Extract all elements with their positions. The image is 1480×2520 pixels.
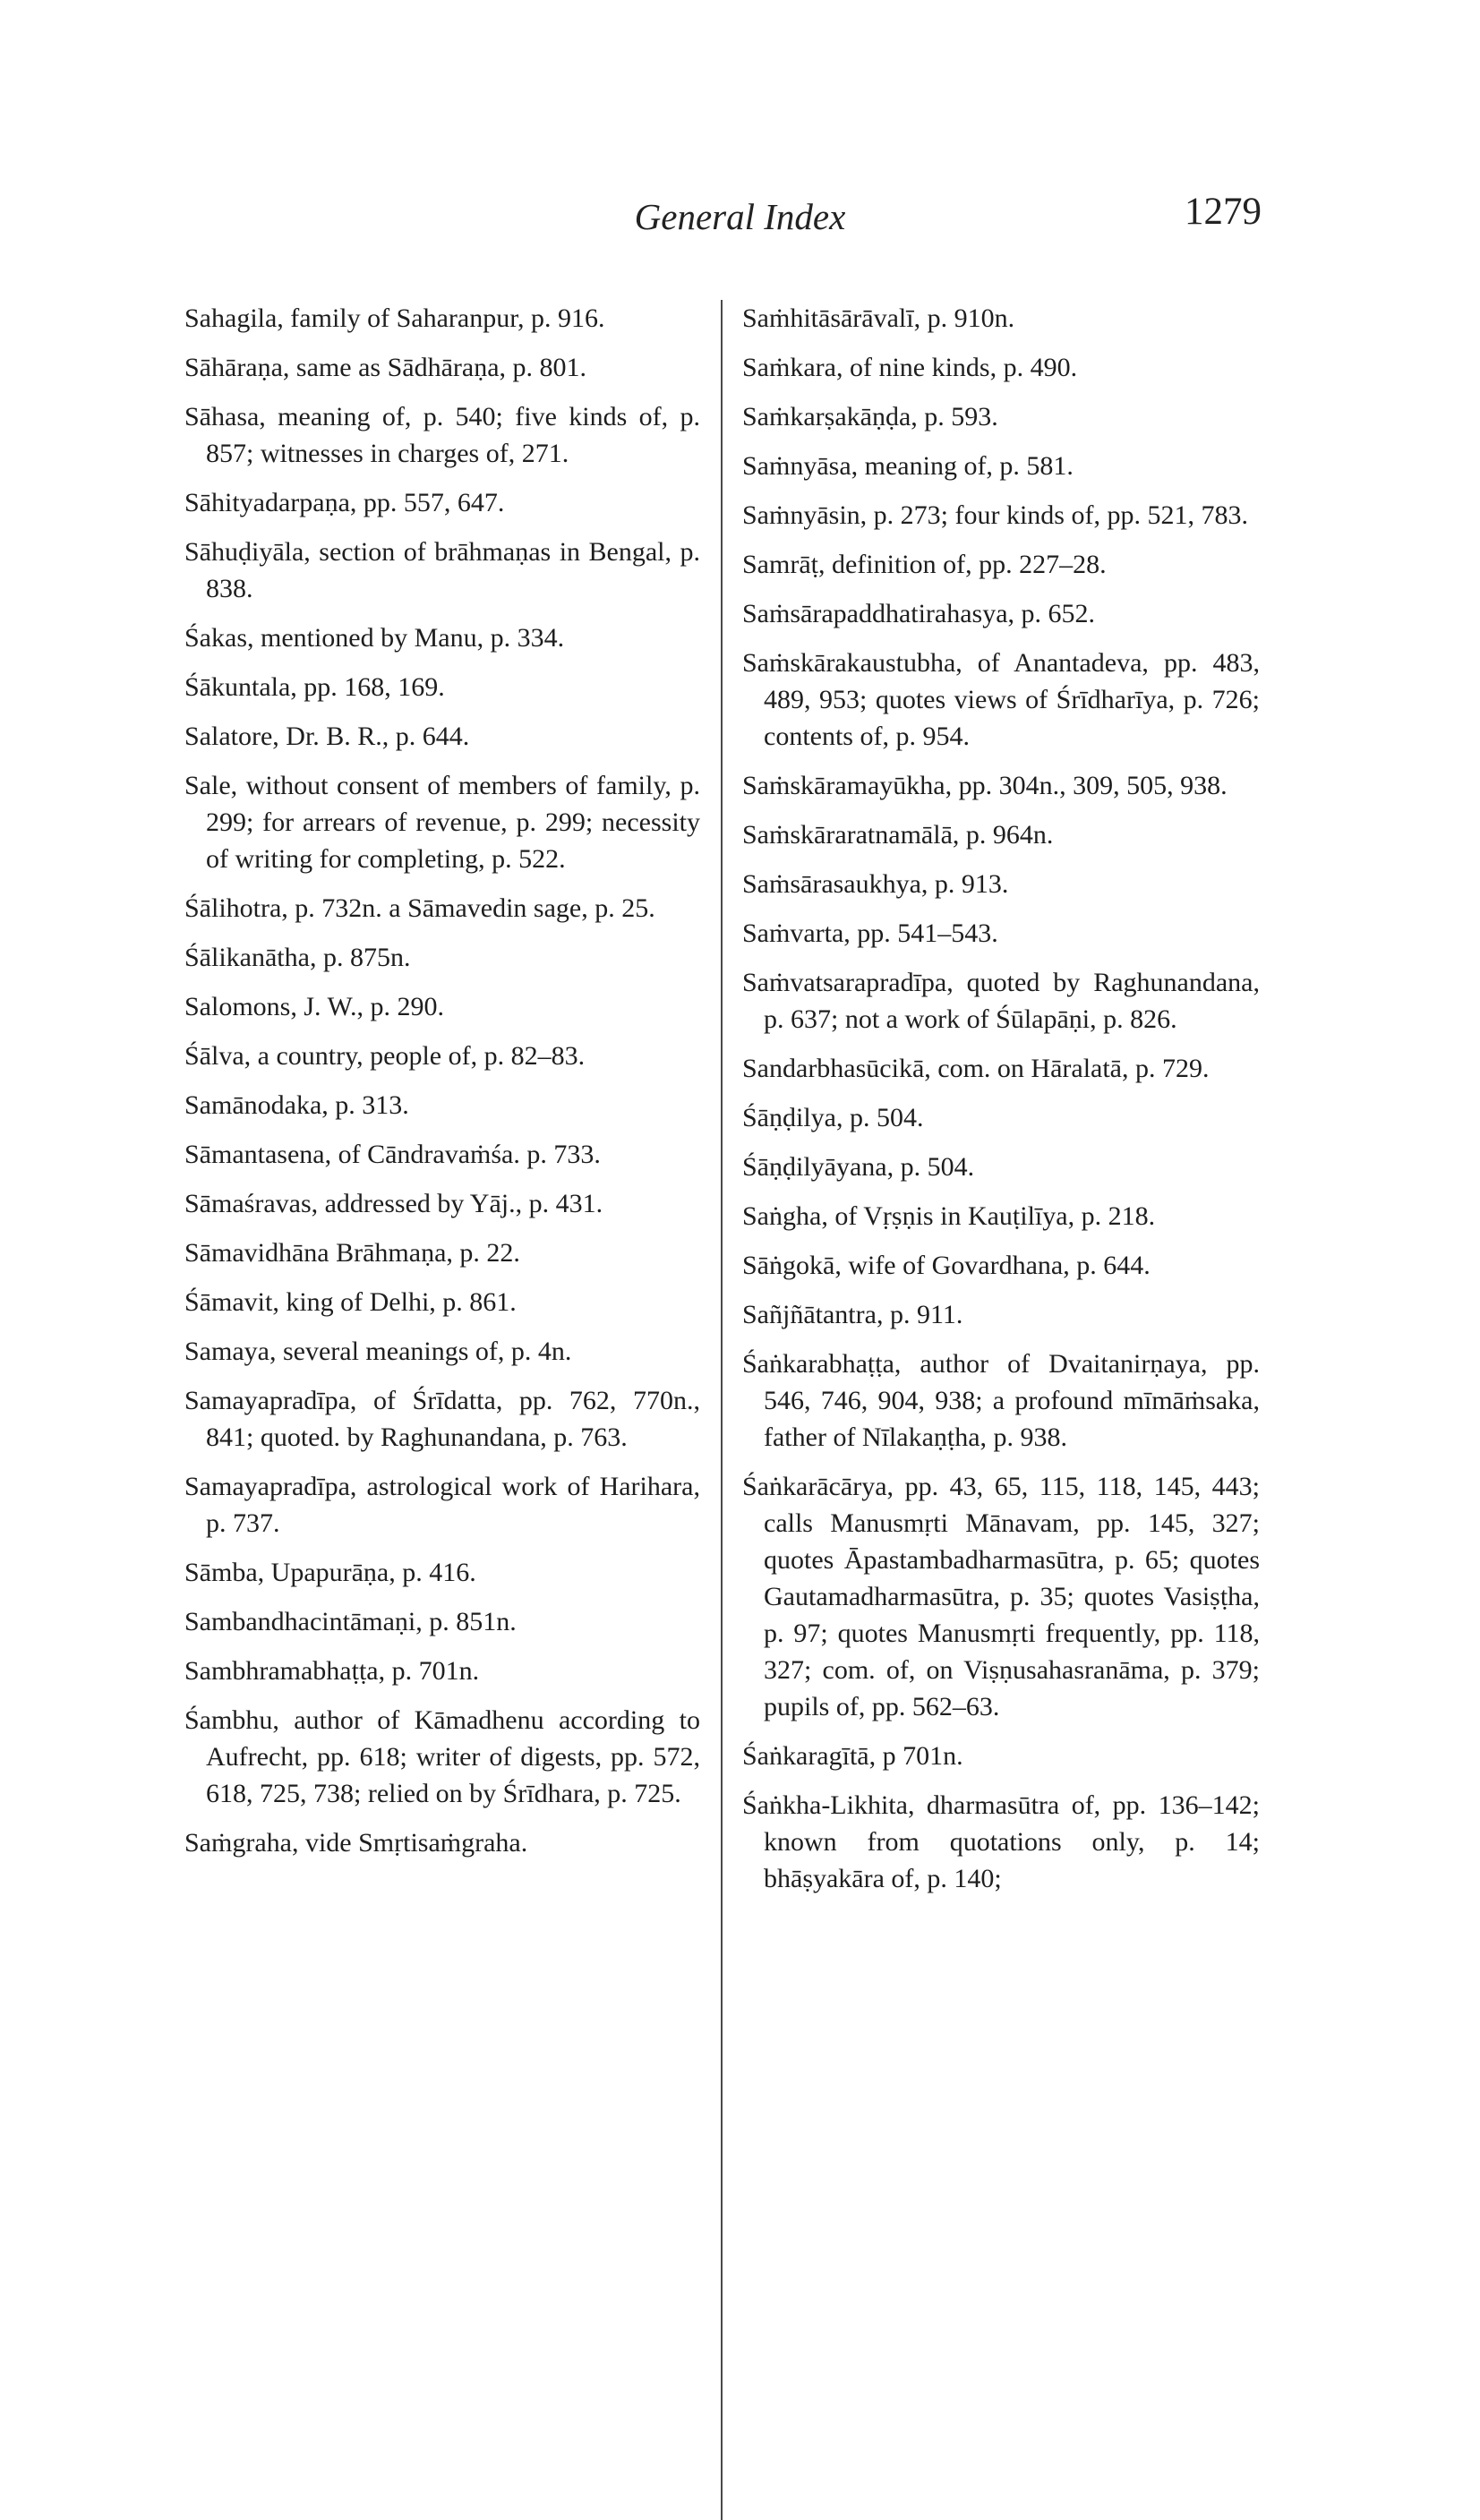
index-entry: Sāmantasena, of Cāndravaṁśa. p. 733. <box>184 1140 601 1169</box>
index-column-right <box>742 300 1260 1909</box>
index-entry: Śālva, a country, people of, p. 82–83. <box>184 1041 586 1071</box>
index-entry: Saṁnyāsa, meaning of, p. 581. <box>742 451 1074 481</box>
index-entry: Sāhuḍiyāla, section of brāhmaṇas in Bengal, p. 838. <box>184 537 700 603</box>
index-entry: Sāṅgokā, wife of Govardhana, p. 644. <box>742 1251 1151 1280</box>
index-entry: Sāmavidhāna Brāhmaṇa, p. 22. <box>184 1238 520 1268</box>
index-entry: Samrāṭ, definition of, pp. 227–28. <box>742 550 1107 579</box>
index-entry: Samānodaka, p. 313. <box>184 1090 409 1120</box>
index-entry: Śaṅkarācārya, pp. 43, 65, 115, 118, 145, 443; calls Manusmṛti Mānavam, pp. 145, 327; quotes Āpastambadharmasūtra, p. 65; quotes Gautamadharmasūtra, p. 35; quotes Vasiṣṭha, p. 97; quotes Manusmṛti frequently, pp. 118, 327; com. of, on Viṣṇusahasranāma, p. 379; pupils of, pp. 562–63. <box>742 1472 1260 1721</box>
index-entry: Saṁhitāsārāvalī, p. 910n. <box>742 303 1015 333</box>
index-entry: Samaya, several meanings of, p. 4n. <box>184 1337 572 1366</box>
page-number: 1279 <box>1185 191 1262 233</box>
page-header <box>0 191 1480 258</box>
index-entry: Sandarbhasūcikā, com. on Hāralatā, p. 729. <box>742 1054 1210 1083</box>
index-entry: Śambhu, author of Kāmadhenu according to Aufrecht, pp. 618; writer of digests, pp. 572, 618, 725, 738; relied on by Śrīdhara, p. 725. <box>184 1705 700 1808</box>
index-entry: Śālihotra, p. 732n. a Sāmavedin sage, p. 25. <box>184 893 655 923</box>
index-entry: Saṁvarta, pp. 541–543. <box>742 918 998 948</box>
index-entry: Sale, without consent of members of family, p. 299; for arrears of revenue, p. 299; necessity of writing for completing, p. 522. <box>184 771 700 874</box>
index-entry: Śāṇḍilya, p. 504. <box>742 1103 924 1132</box>
index-entry: Śaṅkaragītā, p 701n. <box>742 1741 963 1771</box>
index-entry: Saṁgraha, vide Smṛtisaṁgraha. <box>184 1828 528 1858</box>
index-entry: Śaṅkarabhaṭṭa, author of Dvaitanirṇaya, pp. 546, 746, 904, 938; a profound mīmāṁsaka, father of Nīlakaṇṭha, p. 938. <box>742 1349 1260 1452</box>
index-entry: Śaṅkha-Likhita, dharmasūtra of, pp. 136–142; known from quotations only, p. 14; bhāṣyakāra of, p. 140; <box>742 1790 1260 1893</box>
index-entry: Saṁvatsarapradīpa, quoted by Raghunandana, p. 637; not a work of Śūlapāṇi, p. 826. <box>742 968 1260 1034</box>
index-entry: Sambhramabhaṭṭa, p. 701n. <box>184 1656 480 1686</box>
index-entry: Śākuntala, pp. 168, 169. <box>184 672 445 702</box>
index-entry: Sāmaśravas, addressed by Yāj., p. 431. <box>184 1189 603 1218</box>
index-entry: Śāmavit, king of Delhi, p. 861. <box>184 1287 517 1317</box>
index-entry: Saṁskāramayūkha, pp. 304n., 309, 505, 938. <box>742 771 1228 800</box>
index-entry: Śāṇḍilyāyana, p. 504. <box>742 1152 975 1182</box>
index-entry: Sañjñātantra, p. 911. <box>742 1300 963 1329</box>
index-entry: Sāmba, Upapurāṇa, p. 416. <box>184 1558 476 1587</box>
index-entry: Sambandhacintāmaṇi, p. 851n. <box>184 1607 517 1636</box>
index-entry: Samayapradīpa, astrological work of Harihara, p. 737. <box>184 1472 700 1538</box>
index-entry: Sāhāraṇa, same as Sādhāraṇa, p. 801. <box>184 353 587 382</box>
index-entry: Salomons, J. W., p. 290. <box>184 992 445 1021</box>
index-entry: Saṁsārasaukhya, p. 913. <box>742 869 1009 899</box>
index-column-left <box>184 300 700 1874</box>
page-title: General Index <box>634 196 846 237</box>
column-divider <box>721 300 723 2520</box>
index-entry: Samayapradīpa, of Śrīdatta, pp. 762, 770n., 841; quoted. by Raghunandana, p. 763. <box>184 1386 700 1452</box>
index-entry: Saṁkara, of nine kinds, p. 490. <box>742 353 1078 382</box>
index-entry: Saṁskārakaustubha, of Anantadeva, pp. 483, 489, 953; quotes views of Śrīdharīya, p. 726; contents of, p. 954. <box>742 648 1260 751</box>
index-entry: Saṁnyāsin, p. 273; four kinds of, pp. 521, 783. <box>742 500 1248 530</box>
index-entry: Saṁsārapaddhatirahasya, p. 652. <box>742 599 1096 628</box>
index-entry: Śālikanātha, p. 875n. <box>184 943 411 972</box>
index-entry: Saṁskāraratnamālā, p. 964n. <box>742 820 1054 850</box>
index-entry: Saṅgha, of Vṛṣṇis in Kauṭilīya, p. 218. <box>742 1201 1156 1231</box>
index-entry: Śakas, mentioned by Manu, p. 334. <box>184 623 565 653</box>
index-entry: Saṁkarṣakāṇḍa, p. 593. <box>742 402 998 431</box>
index-entry: Sahagila, family of Saharanpur, p. 916. <box>184 303 605 333</box>
index-entry: Salatore, Dr. B. R., p. 644. <box>184 722 470 751</box>
index-entry: Sāhityadarpaṇa, pp. 557, 647. <box>184 488 505 517</box>
index-entry: Sāhasa, meaning of, p. 540; five kinds of, p. 857; witnesses in charges of, 271. <box>184 402 700 468</box>
